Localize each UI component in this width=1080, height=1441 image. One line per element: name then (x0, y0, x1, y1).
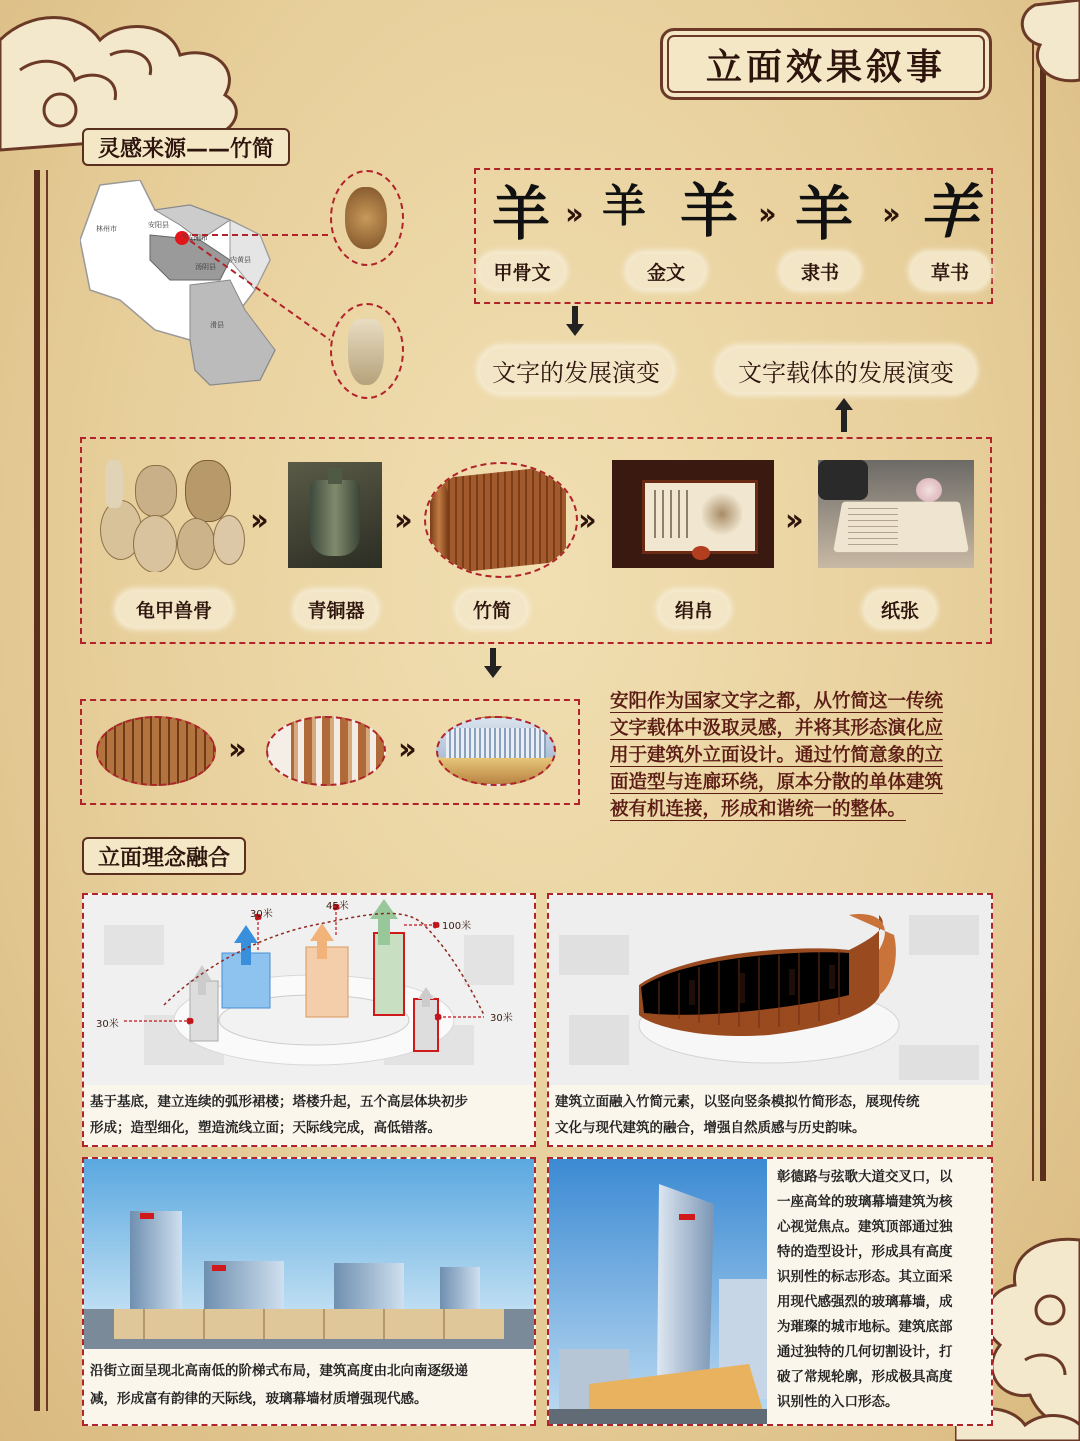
map-connector-lines (180, 190, 340, 360)
silk-scroll-image (612, 460, 774, 568)
caption-line: 破了常规轮廓，形成极具高度 (777, 1369, 953, 1385)
landmark-panel (547, 1157, 993, 1426)
inspiration-description (610, 688, 990, 823)
oracle-bones-image (95, 460, 245, 572)
glyph-bronze: 羊 (680, 177, 739, 245)
caption-line: 用现代感强烈的玻璃幕墙，成 (777, 1294, 953, 1310)
page-title: 立面效果叙事 (660, 28, 992, 100)
caption-line: 沿街立面呈现北高南低的阶梯式布局，建筑高度由北向南逐级递 (90, 1363, 468, 1379)
panel-caption (90, 1089, 530, 1141)
oracle-bone-oval (330, 170, 404, 266)
chevron-right-icon: ›› (565, 197, 578, 232)
bronze-bell-image (288, 462, 382, 568)
map-label: 滑县 (210, 321, 224, 329)
bamboo-texture-oval (96, 716, 216, 786)
height-label: 100米 (442, 921, 472, 932)
caption-line: 一座高耸的玻璃幕墙建筑为核 (777, 1194, 953, 1210)
section-label-inspiration: 灵感来源——竹简 (82, 128, 290, 166)
glyph-clerical: 羊 (795, 180, 854, 248)
bone-fragment-oval (330, 303, 404, 399)
chevron-right-icon: ›› (228, 732, 241, 767)
arrow-up-icon (835, 398, 853, 432)
massing-diagram-panel (82, 893, 536, 1147)
map-label: 汤阴县 (195, 263, 216, 271)
street-elevation-render (84, 1159, 534, 1349)
bamboo-abstract-oval (266, 716, 386, 786)
description-line: 文字载体中汲取灵感，并将其形态演化应 (610, 718, 944, 739)
glyph-cursive: 羊 (920, 178, 979, 246)
carrier-label: 竹简 (458, 592, 526, 626)
description-line: 安阳作为国家文字之都，从竹简这一传统 (610, 691, 944, 712)
carrier-label: 纸张 (866, 592, 934, 626)
chevron-right-icon: ›› (578, 503, 591, 538)
height-label: 30米 (250, 909, 273, 920)
text-evolution-label: 文字的发展演变 (480, 348, 672, 392)
caption-line: 为璀璨的城市地标。建筑底部 (777, 1319, 953, 1335)
arrow-down-icon (566, 306, 584, 338)
section-label-facade-concept: 立面理念融合 (82, 837, 246, 875)
glyph-oracle: 羊 (492, 180, 551, 248)
chevron-right-icon: ›› (398, 732, 411, 767)
caption-line: 形成；造型细化，塑造流线立面；天际线完成，高低错落。 (90, 1120, 441, 1136)
caption-line: 文化与现代建筑的融合，增强自然质感与历史韵味。 (555, 1120, 866, 1136)
building-facade-oval (436, 716, 556, 786)
landmark-description (777, 1165, 987, 1415)
chevron-right-icon: ›› (758, 197, 771, 232)
caption-line: 彰德路与弦歌大道交叉口，以 (777, 1169, 953, 1185)
right-border-bar (1040, 40, 1046, 1181)
map-label: 安阳市 (187, 234, 208, 242)
caption-line: 建筑立面融入竹简元素，以竖向竖条模拟竹简形态，展现传统 (555, 1094, 920, 1110)
caption-line: 识别性的入口形态。 (777, 1394, 899, 1410)
caption-line: 基于基底，建立连续的弧形裙楼；塔楼升起，五个高层体块初步 (90, 1094, 468, 1110)
description-line: 用于建筑外立面设计。通过竹简意象的立 (610, 745, 944, 766)
glyph-bronze-horns: 羊 (602, 181, 646, 232)
caption-line: 通过独特的几何切割设计，打 (777, 1344, 953, 1360)
map-label: 林州市 (96, 225, 117, 233)
carrier-label: 龟甲兽骨 (118, 592, 230, 626)
landmark-tower-render (549, 1159, 767, 1424)
height-label: 30米 (490, 1013, 513, 1024)
bamboo-facade-render (549, 895, 991, 1085)
script-label: 金文 (628, 254, 704, 288)
height-label: 45米 (326, 901, 349, 912)
chevron-right-icon: ›› (882, 197, 895, 232)
right-border-line (1032, 40, 1034, 1181)
left-border-bar (34, 170, 40, 1411)
carrier-label: 绢帛 (660, 592, 728, 626)
script-label: 草书 (912, 254, 988, 288)
chevron-right-icon: ›› (394, 503, 407, 538)
panel-caption (90, 1357, 530, 1413)
script-label: 甲骨文 (480, 254, 564, 288)
description-line: 被有机连接，形成和谐统一的整体。 (610, 799, 907, 820)
description-line: 面造型与连廊环绕，原本分散的单体建筑 (610, 772, 944, 793)
carrier-label: 青铜器 (296, 592, 376, 626)
caption-line: 心视觉焦点。建筑顶部通过独 (777, 1219, 953, 1235)
left-border-line (46, 170, 48, 1411)
carrier-evolution-label: 文字载体的发展演变 (718, 348, 974, 392)
caption-line: 识别性的标志形态。其立面采 (777, 1269, 953, 1285)
caption-line: 特的造型设计，形成具有高度 (777, 1244, 953, 1260)
script-label: 隶书 (782, 254, 858, 288)
height-label: 30米 (96, 1019, 119, 1030)
panel-caption (555, 1089, 987, 1141)
street-elevation-panel (82, 1157, 536, 1426)
map-label: 内黄县 (230, 256, 251, 264)
bamboo-facade-panel (547, 893, 993, 1147)
paper-book-image (818, 460, 974, 568)
caption-line: 减，形成富有韵律的天际线，玻璃幕墙材质增强现代感。 (90, 1391, 428, 1407)
arrow-down-icon (484, 648, 502, 680)
map-label: 安阳县 (148, 221, 169, 229)
chevron-right-icon: ›› (250, 503, 263, 538)
chevron-right-icon: ›› (785, 503, 798, 538)
bamboo-slips-image (424, 462, 578, 578)
